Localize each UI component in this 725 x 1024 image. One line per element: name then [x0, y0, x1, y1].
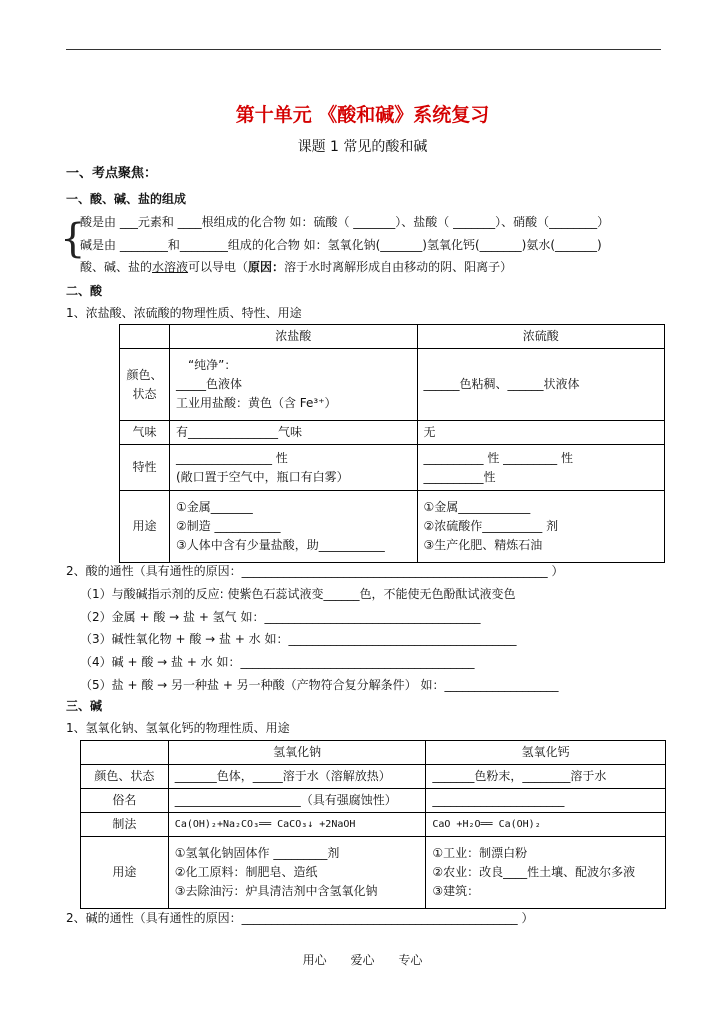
acid-property-2: （2）金属 + 酸 → 盐 + 氢气 如：____________________________________: [80, 610, 481, 624]
acid-table-intro: 1、浓盐酸、浓硫酸的物理性质、特性、用途: [66, 306, 302, 320]
base-composition-line: 碱是由 ________和________组成的化合物 如：氢氧化钠(_______)氢氧化钙(_______)氨水(_______): [80, 238, 602, 252]
table-cell: ①氢氧化钠固体作 _________剂 ②化工原料：制肥皂、造纸 ③去除油污：炉具清洁剂中含氢氧化钠: [168, 837, 426, 909]
conductivity-text: 酸、碱、盐的: [80, 260, 153, 274]
table-row: [81, 765, 666, 789]
table-row: [120, 325, 665, 349]
table-cell: ①金属____________ ②浓硫酸作__________ 剂 ③生产化肥、精炼石油: [417, 491, 665, 563]
acid-composition-line: 酸是由 ___元素和 ____根组成的化合物 如：硫酸（ _______）、盐酸（ _______）、硝酸（________）: [80, 215, 610, 229]
row-label: 特性: [120, 445, 170, 491]
table-row: [81, 813, 666, 837]
header-calcium-hydroxide: 氢氧化钙: [426, 741, 666, 765]
page-title: 第十单元 《酸和碱》系统复习: [235, 104, 490, 126]
row-label: 颜色、状态: [120, 349, 170, 421]
table-row: [81, 837, 666, 909]
reason-text: 溶于水时离解形成自由移动的阴、阳离子）: [284, 260, 513, 274]
brace-symbol: {: [60, 216, 86, 262]
subsection-composition: 一、酸、碱、盐的组成: [66, 192, 187, 206]
row-label: 用途: [81, 837, 169, 909]
row-label: 气味: [120, 421, 170, 445]
conductivity-line: [80, 259, 512, 275]
table-cell: ________________ 性 (敞口置于空气中，瓶口有白雾）: [169, 445, 417, 491]
page-subtitle: 课题 1 常见的酸和碱: [297, 139, 428, 155]
table-row: [120, 491, 665, 563]
header-sodium-hydroxide: 氢氧化钠: [168, 741, 426, 765]
row-label: 用途: [120, 491, 170, 563]
header-rule: [66, 49, 661, 50]
table-cell: 无: [417, 421, 665, 445]
table-cell: ______________________: [426, 789, 666, 813]
table-cell: “纯净”： _____色液体 工业用盐酸：黄色（含 Fe³⁺）: [169, 349, 417, 421]
table-cell: _____________________（具有强腐蚀性）: [168, 789, 426, 813]
section-heading: 一、考点聚焦：: [66, 166, 158, 181]
acid-table: [119, 324, 665, 563]
footer-text: 爱心: [350, 953, 375, 967]
table-row: [120, 445, 665, 491]
table-row: [120, 349, 665, 421]
conductivity-text-2: 可以导电（: [188, 260, 249, 274]
acid-property-4: （4）碱 + 酸 → 盐 + 水 如：_______________________________________: [80, 655, 475, 669]
footer-text: 用心: [302, 953, 327, 967]
table-cell: _______色体，_____溶于水（溶解放热）: [168, 765, 426, 789]
aqueous-solution-text: 水溶液: [152, 260, 189, 274]
reason-label: 原因：: [248, 260, 285, 274]
table-cell: __________ 性 _________ 性 __________性: [417, 445, 665, 491]
table-cell: ①工业：制漂白粉 ②农业：改良____性土壤、配波尔多液 ③建筑：: [426, 837, 666, 909]
table-cell: ①金属_______ ②制造 ___________ ③人体中含有少量盐酸，助___________: [169, 491, 417, 563]
row-label: 俗名: [81, 789, 169, 813]
row-label: 制法: [81, 813, 169, 837]
header-hydrochloric: 浓盐酸: [169, 325, 417, 349]
subsection-base: 三、碱: [66, 699, 103, 713]
acid-general-properties: 2、酸的通性（具有通性的原因：___________________________________________________ ）: [66, 564, 564, 578]
row-label: 颜色、状态: [81, 765, 169, 789]
footer-text: 专心: [398, 953, 423, 967]
page-footer: [0, 951, 725, 968]
table-row: [81, 741, 666, 765]
table-cell: Ca(OH)₂+Na₂CO₃══ CaCO₃↓ +2NaOH: [168, 813, 426, 837]
table-cell: 有_______________气味: [169, 421, 417, 445]
table-row: [120, 421, 665, 445]
acid-property-5: （5）盐 + 酸 → 另一种盐 + 另一种酸（产物符合复分解条件） 如：___________________: [80, 678, 559, 692]
subsection-acid: 二、酸: [66, 284, 103, 298]
acid-property-3: （3）碱性氧化物 + 酸 → 盐 + 水 如：______________________________________: [80, 632, 517, 646]
acid-property-1: （1）与酸碱指示剂的反应: 使紫色石蕊试液变______色，不能使无色酚酞试液变色: [80, 587, 516, 601]
table-cell: CaO +H₂O══ Ca(OH)₂: [426, 813, 666, 837]
base-table-intro: 1、氢氧化钠、氢氧化钙的物理性质、用途: [66, 721, 290, 735]
table-cell: _______色粉末，________溶于水: [426, 765, 666, 789]
header-sulfuric: 浓硫酸: [417, 325, 665, 349]
base-general-properties: 2、碱的通性（具有通性的原因：______________________________________________ ）: [66, 911, 534, 925]
table-row: [81, 789, 666, 813]
table-cell: ______色粘稠、______状液体: [417, 349, 665, 421]
base-table: [80, 740, 666, 909]
